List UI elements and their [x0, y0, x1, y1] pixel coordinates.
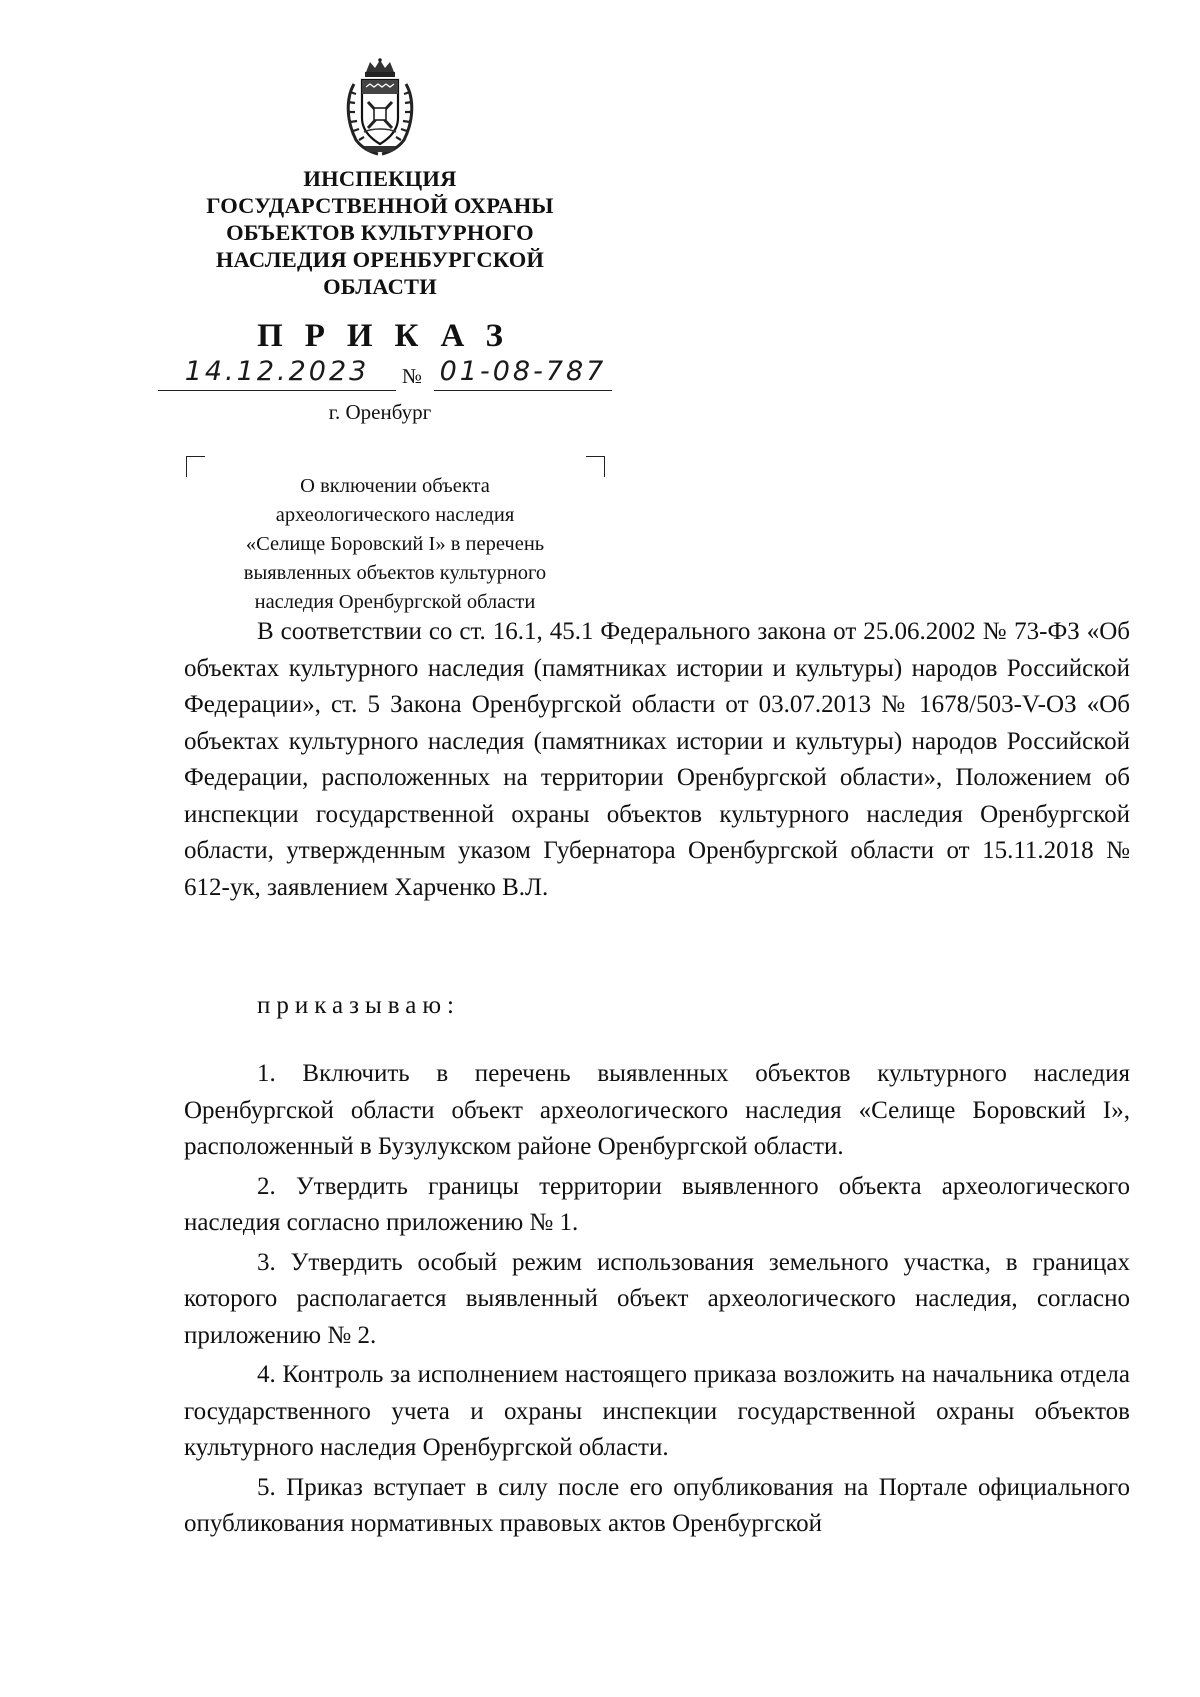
org-name-line: ОБЪЕКТОВ КУЛЬТУРНОГО: [226, 220, 534, 245]
coat-of-arms-emblem: [340, 58, 420, 156]
subject-line: археологического наследия: [275, 504, 515, 526]
subject-line: О включении объекта: [300, 475, 490, 497]
preamble-paragraph: В соответствии со ст. 16.1, 45.1 Федерального закона от 25.06.2002 № 73-ФЗ «Об объектах культурного наследия (памятниках истории и культуры) народов Российской Федерации», ст. 5 Закона Оренбургской области от 03.07.2013 № 1678/503-V-ОЗ «Об объектах культурного наследия (памятниках истории и культуры) народов Российской Федерации, расположенных на территории Оренбургской области», Положением об инспекции государственной охраны объектов культурного наследия Оренбургской области, утвержденным указом Губернатора Оренбургской области от 15.11.2018 № 612-ук, заявлением Харченко В.Л.: [184, 618, 1130, 901]
order-items-list: [184, 1056, 1130, 1546]
org-name-line: ИНСПЕКЦИЯ: [303, 166, 457, 191]
org-name-line: НАСЛЕДИЯ ОРЕНБУРГСКОЙ: [215, 247, 545, 272]
subject-line: «Селище Боровский I» в перечень: [245, 533, 545, 555]
order-item: 4. Контроль за исполнением настоящего приказа возложить на начальника отдела государственного учета и охраны инспекции государственной охраны объектов культурного наследия Оренбургской области.: [184, 1361, 1130, 1461]
subject-line: наследия Оренбургской области: [254, 591, 536, 613]
order-date-handwritten: 14.12.2023: [158, 356, 396, 391]
order-item: 1. Включить в перечень выявленных объектов культурного наследия Оренбургской области объект археологического наследия «Селище Боровский I», расположенный в Бузулукском районе Оренбургской области.: [184, 1060, 1130, 1160]
order-word: приказываю:: [257, 992, 460, 1019]
order-item: 2. Утвердить границы территории выявленного объекта археологического наследия согласно приложению № 1.: [184, 1172, 1130, 1236]
org-name-line: ГОСУДАРСТВЕННОЙ ОХРАНЫ: [206, 193, 554, 218]
subject-line: выявленных объектов культурного: [243, 562, 547, 584]
issue-city: г. Оренбург: [328, 400, 432, 424]
order-item: 5. Приказ вступает в силу после его опубликования на Портале официального опубликования нормативных правовых актов Оренбургской: [184, 1473, 1130, 1537]
document-type-title: ПРИКАЗ: [257, 318, 525, 354]
org-name-line: ОБЛАСТИ: [323, 274, 437, 299]
order-number-handwritten: 01-08-787: [434, 356, 612, 391]
order-item: 3. Утвердить особый режим использования земельного участка, в границах которого располагается выявленный объект археологического наследия, согласно приложению № 2.: [184, 1248, 1130, 1349]
number-sign: №: [402, 364, 423, 388]
